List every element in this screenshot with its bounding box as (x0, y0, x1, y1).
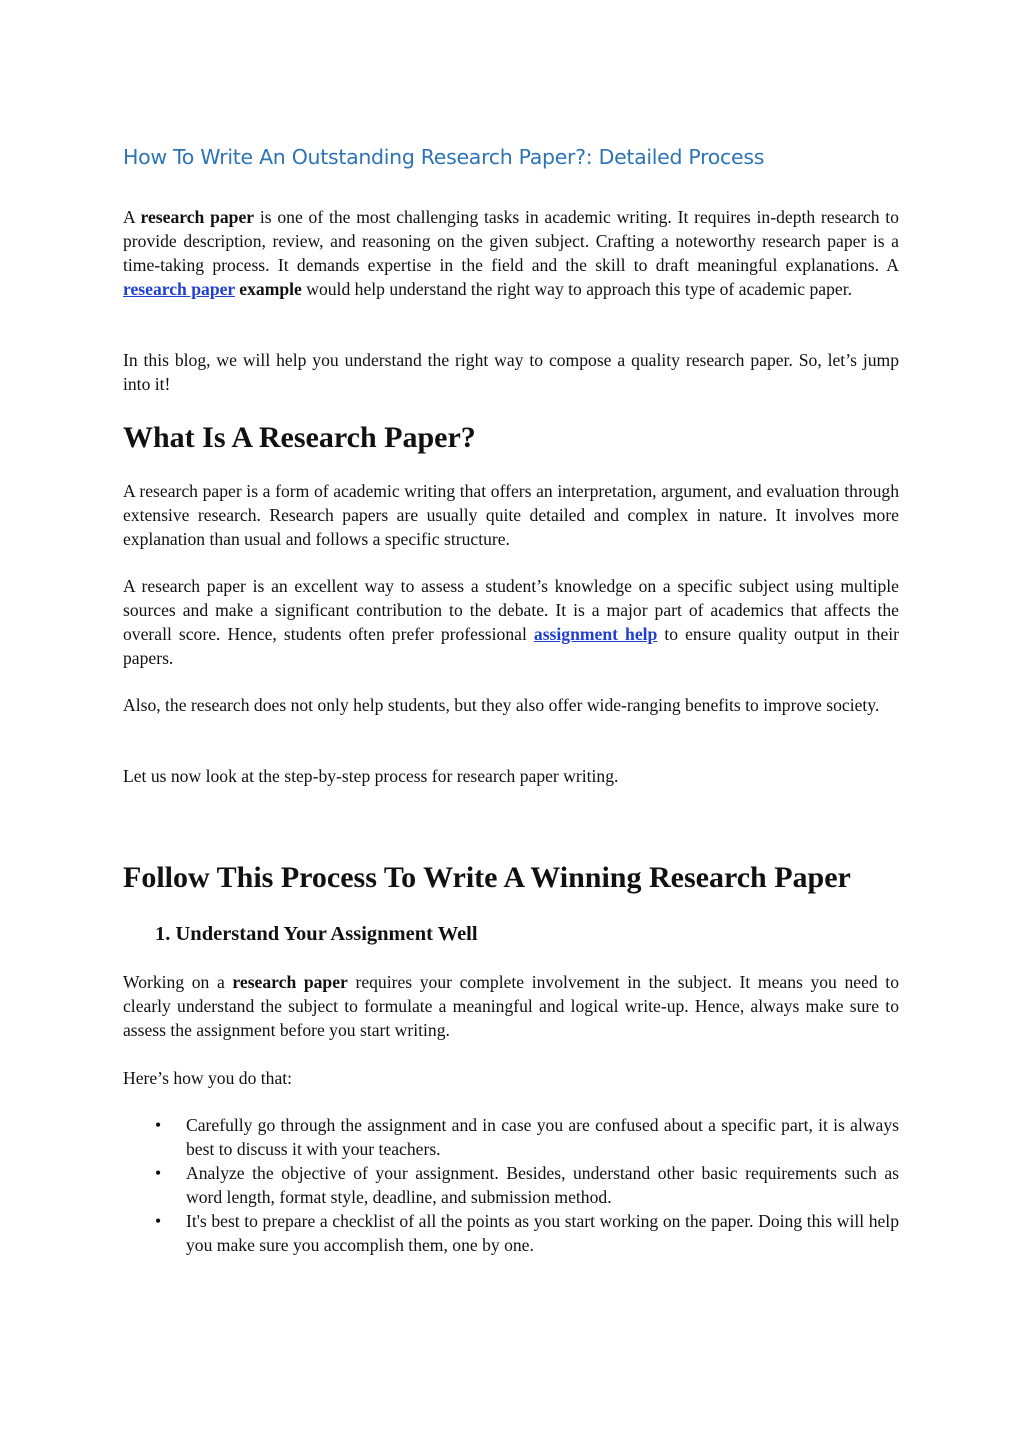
section2-paragraph-1 (123, 970, 899, 1042)
intro-text-a: A (123, 207, 141, 227)
section-heading-what-is: What Is A Research Paper? (123, 421, 476, 454)
section2-p1-text-b: requires your complete involvement in the subject. It means you need to clearly understand the subject to formulate a meaningful and logical write-up. Hence, always make sure to assess the assignment before you start writing. (123, 972, 899, 1040)
research-paper-link[interactable]: research paper (123, 279, 235, 299)
bullet-text: Carefully go through the assignment and in case you are confused about a specific part, it is always best to discuss it with your teachers. (186, 1115, 899, 1159)
section-heading-follow-process: Follow This Process To Write A Winning Research Paper (123, 861, 851, 894)
intro-bold-example: example (234, 279, 302, 299)
intro-text-c: is one of the most challenging tasks in academic writing. It requires in-depth research to provide description, review, and reasoning on the given subject. Crafting a noteworthy research paper is a time-taking process. It demands expertise in the field and the skill to draft meaningful explanations. A (123, 207, 899, 275)
section2-p1-text-a: Working on a (123, 972, 233, 992)
intro-bold-research-paper: research paper (140, 207, 255, 227)
bullet-icon: • (155, 1211, 162, 1231)
intro-paragraph-1 (123, 205, 899, 301)
bullet-text: Analyze the objective of your assignment. Besides, understand other basic requirements such as word length, format style, deadline, and submission method. (186, 1163, 899, 1207)
bullet-text: It's best to prepare a checklist of all the points as you start working on the paper. Doing this will help you make sure you accomplish them, one by one. (186, 1211, 899, 1255)
section1-paragraph-2 (123, 574, 899, 670)
section1-p2-text-a: A research paper is an excellent way to assess a student’s knowledge on a specific subject using multiple sources and make a significant contribution to the debate. It is a major part of academics that affects the overall score. Hence, students often prefer professional (123, 576, 899, 644)
intro-text-e: would help understand the right way to approach this type of academic paper. (301, 279, 852, 299)
subheading-understand-assignment: 1. Understand Your Assignment Well (155, 923, 478, 945)
assignment-help-link[interactable]: assignment help (533, 624, 658, 644)
bullet-icon: • (155, 1163, 162, 1183)
list-item (123, 1161, 899, 1209)
section2-paragraph-2: Here’s how you do that: (123, 1068, 293, 1088)
section1-p2-text-b: to ensure quality output in their papers. (123, 624, 900, 668)
list-item (123, 1209, 899, 1257)
section1-paragraph-1: A research paper is a form of academic writing that offers an interpretation, argument, and evaluation through extensive research. Research papers are usually quite detailed and complex in nature. It involves more explanation than usual and follows a specific structure. (123, 481, 899, 549)
intro-paragraph-2: In this blog, we will help you understand the right way to compose a quality research paper. So, let’s jump into it! (123, 350, 899, 394)
section1-paragraph-3: Also, the research does not only help students, but they also offer wide-ranging benefits to improve society. (123, 695, 880, 715)
section2-bold-research-paper: research paper (232, 972, 348, 992)
document-title: How To Write An Outstanding Research Paper?: Detailed Process (123, 145, 765, 169)
bullet-icon: • (155, 1115, 162, 1135)
list-item (123, 1113, 899, 1161)
requirements-bullet-list (123, 1113, 899, 1257)
section1-paragraph-4: Let us now look at the step-by-step process for research paper writing. (123, 766, 619, 786)
